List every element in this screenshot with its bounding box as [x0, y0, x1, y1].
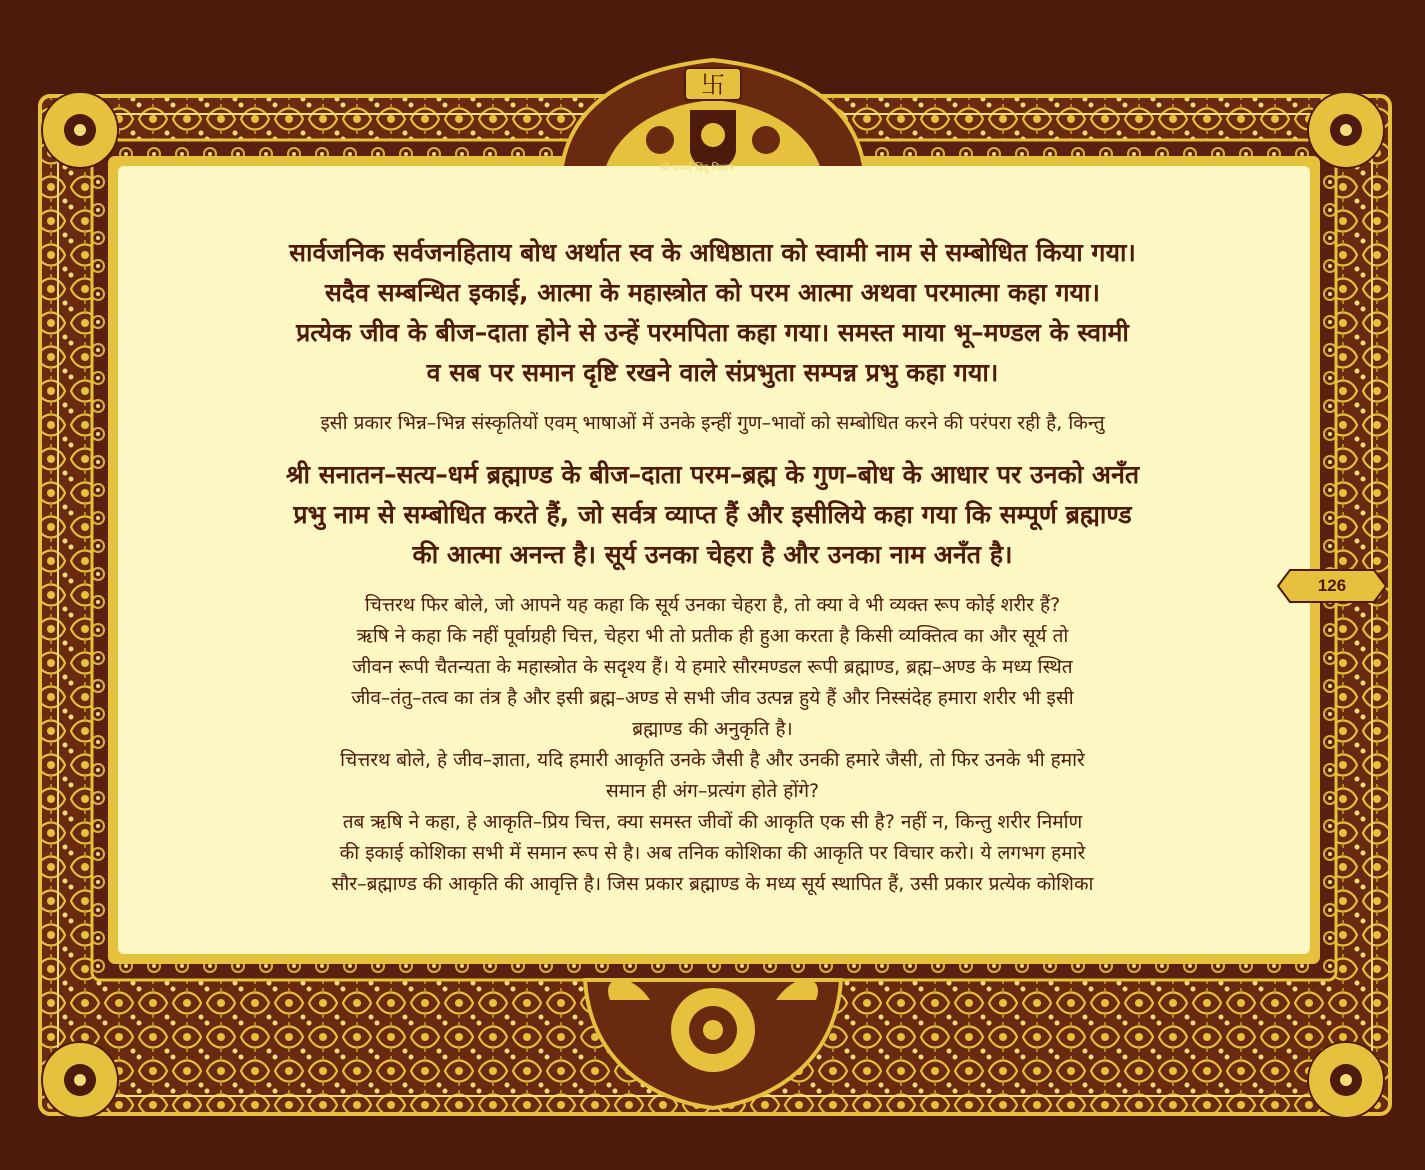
text-line: चित्तरथ बोले, हे जीव–ज्ञाता, यदि हमारी आकृति उनके जैसी है और उनकी हमारे जैसी, तो फिर उनके भी हमारे	[340, 749, 1085, 771]
text-line: की इकाई कोशिका सभी में समान रूप से है। अब तनिक कोशिका की आकृति पर विचार करो। ये लगभग हमारे	[339, 842, 1086, 864]
page-number: 126	[1317, 576, 1347, 595]
text-line: चित्तरथ फिर बोले, जो आपने यह कहा कि सूर्य उनका चेहरा है, तो क्या वे भी व्यक्त रूप कोई शरीर हैं?	[364, 594, 1061, 616]
text-line: सौर–ब्रह्माण्ड की आकृति की आवृत्ति है। जिस प्रकार ब्रह्माण्ड के मध्य सूर्य स्थापित हैं, उसी प्रकार प्रत्येक कोशिका	[331, 873, 1094, 895]
text-line: ऋषि ने कहा कि नहीं पूर्वाग्रही चित्त, चेहरा भी तो प्रतीक ही हुआ करता है किसी व्यक्तित्व का और सूर्य तो	[356, 625, 1069, 647]
crest-caption: श्री समर्थ हिंदू विधान	[660, 163, 734, 174]
text-line: समान ही अंग–प्रत्यंग होते होंगे?	[605, 780, 820, 802]
text-line: तब ऋषि ने कहा, हे आकृति–प्रिय चित्त, क्या समस्त जीवों की आकृति एक सी है? नहीं न, किन्तु शरीर निर्माण	[342, 811, 1083, 833]
text-line: जीवन रूपी चैतन्यता के महास्त्रोत के सदृश्य हैं। ये हमारे सौरमण्डल रूपी ब्रह्माण्ड, ब्रह्म–अण्ड के मध्य स्थित	[352, 656, 1073, 678]
text-line: इसी प्रकार भिन्न–भिन्न संस्कृतियों एवम् भाषाओं में उनके इन्हीं गुण–भावों को सम्बोधित करने की परंपरा रही है, किन्तु	[320, 412, 1105, 434]
text-line: जीव–तंतु–तत्व का तंत्र है और इसी ब्रह्म–अण्ड से सभी जीव उत्पन्न हुये हैं और निस्संदेह हमारा शरीर भी इसी	[351, 687, 1074, 709]
text-line: प्रत्येक जीव के बीज–दाता होने से उन्हें परमपिता कहा गया। समस्त माया भू–मण्डल के स्वामी	[296, 318, 1129, 347]
text-line: प्रभु नाम से सम्बोधित करते हैं, जो सर्वत्र व्याप्त हैं और इसीलिये कहा गया कि सम्पूर्ण ब्रह्माण्ड	[293, 500, 1132, 529]
paragraph-2	[0, 408, 1425, 439]
paragraph-3	[0, 455, 1425, 575]
text-line: ब्रह्माण्ड की अनुकृति है।	[632, 718, 793, 740]
text-line: व सब पर समान दृष्टि रखने वाले संप्रभुता सम्पन्न प्रभु कहा गया।	[426, 358, 999, 387]
text-line: की आत्मा अनन्त है। सूर्य उनका चेहरा है और उनका नाम अनँत है।	[412, 540, 1013, 569]
paragraph-1	[0, 233, 1425, 393]
paragraph-4	[0, 590, 1425, 900]
text-line: श्री सनातन–सत्य–धर्म ब्रह्माण्ड के बीज–दाता परम–ब्रह्म के गुण–बोध के आधार पर उनको अनँत	[285, 460, 1140, 489]
text-line: सार्वजनिक सर्वजनहिताय बोध अर्थात स्व के अधिष्ठाता को स्वामी नाम से सम्बोधित किया गया।	[289, 238, 1136, 267]
svg-text:卐: 卐	[701, 71, 725, 99]
text-line: सदैव सम्बन्धित इकाई, आत्मा के महास्त्रोत को परम आत्मा अथवा परमात्मा कहा गया।	[325, 278, 1100, 307]
